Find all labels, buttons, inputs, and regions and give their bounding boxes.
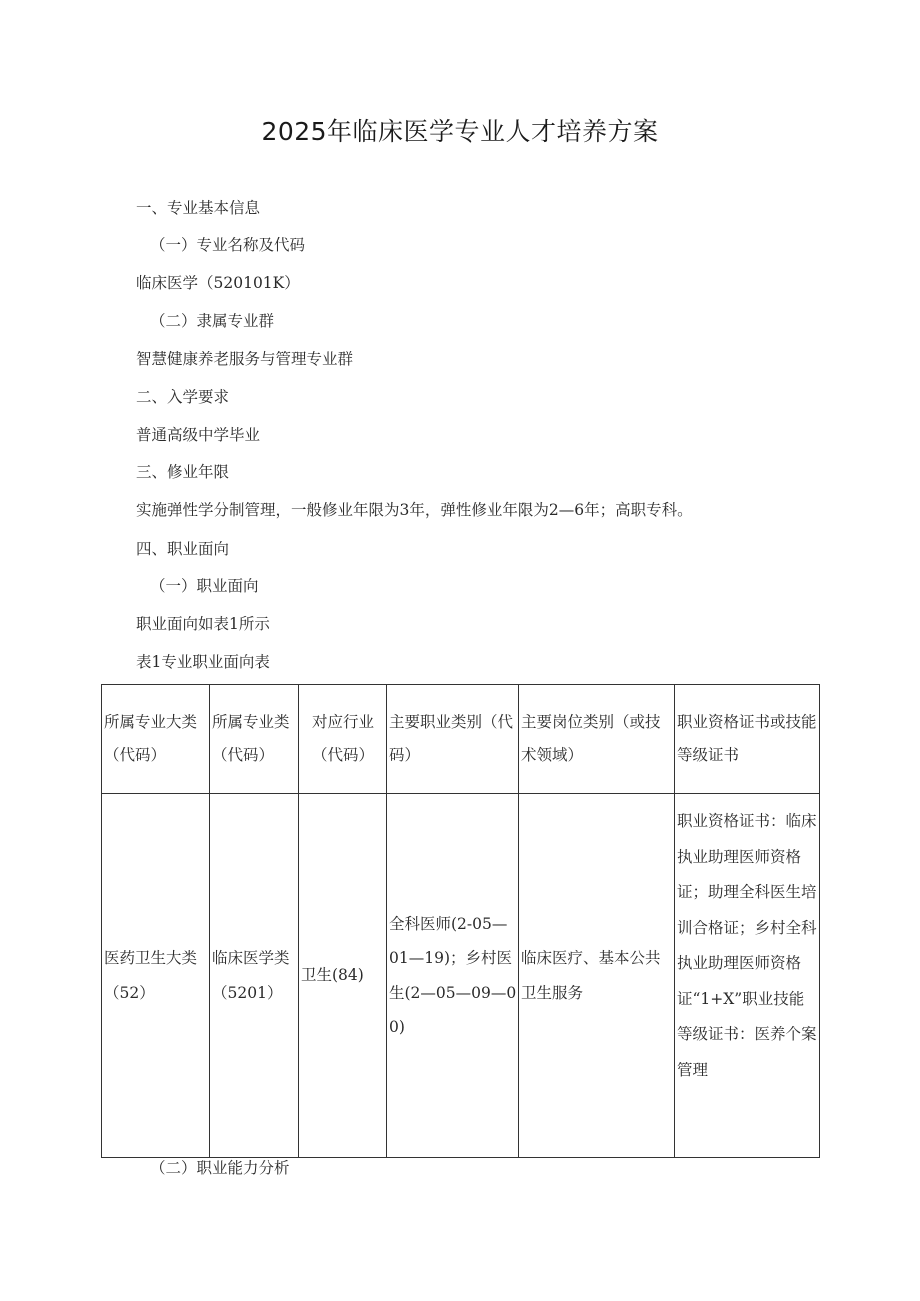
header-industry: 对应行业（代码）: [299, 685, 387, 794]
major-name-text: 临床医学（520101K）: [136, 274, 300, 292]
section-heading-duration: 三、修业年限: [136, 463, 230, 481]
document-title: 2025年临床医学专业人才培养方案: [261, 117, 659, 146]
duration-text: 实施弹性学分制管理，一般修业年限为3年，弹性修业年限为2—6年；高职专科。: [136, 501, 693, 519]
table-caption: 表1专业职业面向表: [136, 653, 270, 671]
header-occupation: 主要职业类别（代码）: [387, 685, 519, 794]
cell-occupation: 全科医师(2-05—01—19)；乡村医生(2—05—09—00): [387, 794, 519, 1158]
career-text: 职业面向如表1所示: [136, 615, 270, 633]
header-class: 所属专业类（代码）: [210, 685, 299, 794]
table-row: [102, 794, 820, 1158]
header-category: 所属专业大类（代码）: [102, 685, 210, 794]
section-heading-career: 四、职业面向: [136, 540, 230, 558]
admission-text: 普通高级中学毕业: [136, 426, 261, 444]
cell-category: 医药卫生大类（52）: [102, 794, 210, 1158]
career-table: [101, 684, 820, 1158]
major-group-text: 智慧健康养老服务与管理专业群: [136, 350, 354, 368]
header-position: 主要岗位类别（或技术领域）: [519, 685, 675, 794]
table-header-row: [102, 685, 820, 794]
subheading-career: （一）职业面向: [150, 577, 259, 595]
cell-position: 临床医疗、基本公共卫生服务: [519, 794, 675, 1158]
section-heading-basic-info: 一、专业基本信息: [136, 199, 261, 217]
subheading-major-group: （二）隶属专业群: [150, 312, 275, 330]
cell-industry: 卫生(84): [299, 794, 387, 1158]
subheading-major-name: （一）专业名称及代码: [150, 236, 306, 254]
header-certificate: 职业资格证书或技能等级证书: [675, 685, 820, 794]
cell-class: 临床医学类（5201）: [210, 794, 299, 1158]
cell-certificate: 职业资格证书：临床执业助理医师资格证；助理全科医生培训合格证；乡村全科执业助理医师资格证“1+X”职业技能等级证书：医养个案管理: [675, 794, 820, 1158]
subheading-ability-analysis: （二）职业能力分析: [150, 1159, 290, 1177]
section-heading-admission: 二、入学要求: [136, 388, 230, 406]
